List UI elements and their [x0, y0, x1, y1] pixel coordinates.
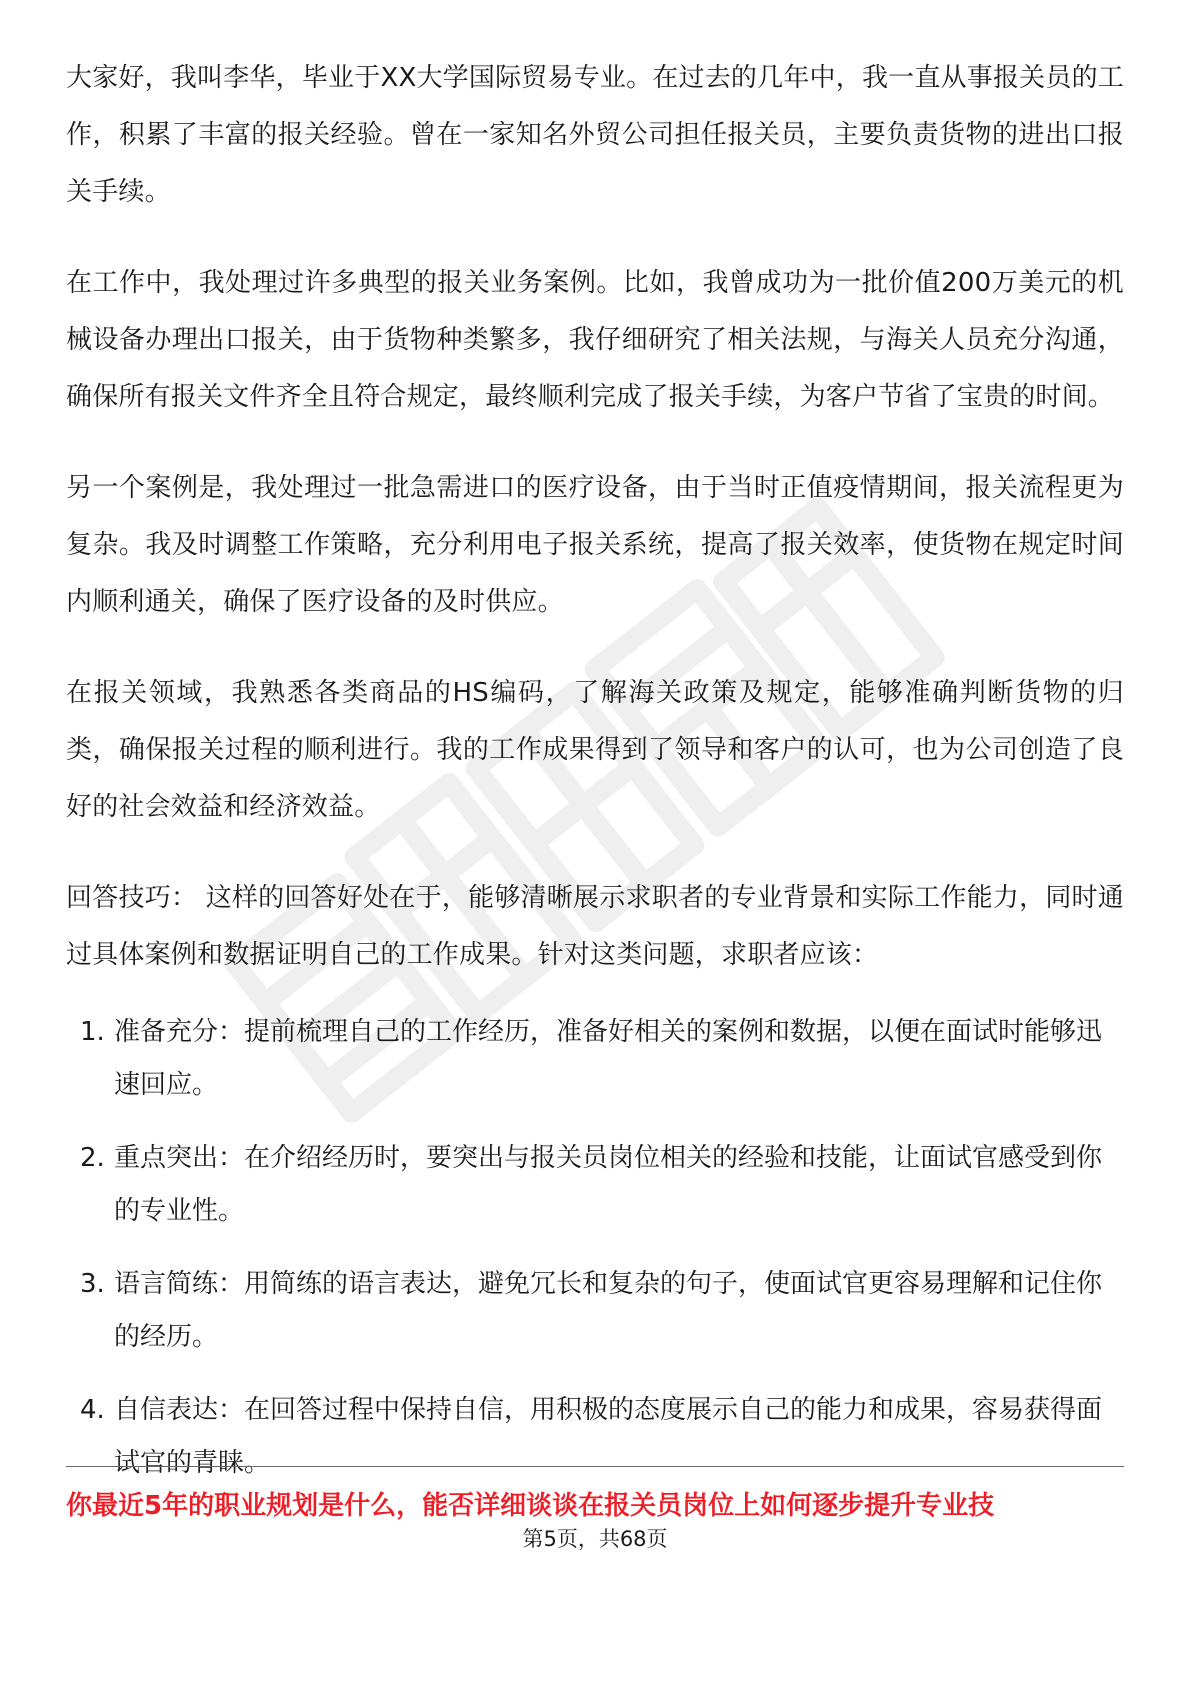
list-item	[66, 1258, 1124, 1364]
list-item	[66, 1132, 1124, 1238]
page-number: 第5页，共68页	[522, 1527, 668, 1551]
list-item-text: 语言简练：用简练的语言表达，避免冗长和复杂的句子，使面试官更容易理解和记住你的经历。	[114, 1269, 1103, 1352]
list-item-number: 3.	[80, 1269, 105, 1299]
list-item	[66, 1006, 1124, 1112]
tips-list	[66, 1006, 1124, 1490]
paragraph-expertise: 在报关领域，我熟悉各类商品的HS编码，了解海关政策及规定，能够准确判断货物的归类，确保报关过程的顺利进行。我的工作成果得到了领导和客户的认可，也为公司创造了良好的社会效益和经济效益。	[66, 678, 1124, 822]
list-item-text: 重点突出：在介绍经历时，要突出与报关员岗位相关的经验和技能，让面试官感受到你的专业性。	[114, 1143, 1103, 1226]
list-item-text: 自信表达：在回答过程中保持自信，用积极的态度展示自己的能力和成果，容易获得面试官的青睐。	[114, 1395, 1103, 1478]
document-body	[66, 50, 1124, 1510]
list-item-number: 4.	[80, 1395, 105, 1425]
paragraph-intro: 大家好，我叫李华，毕业于XX大学国际贸易专业。在过去的几年中，我一直从事报关员的工作，积累了丰富的报关经验。曾在一家知名外贸公司担任报关员，主要负责货物的进出口报关手续。	[66, 63, 1124, 207]
list-item	[66, 1384, 1124, 1490]
paragraph-case-import: 另一个案例是，我处理过一批急需进口的医疗设备，由于当时正值疫情期间，报关流程更为复杂。我及时调整工作策略，充分利用电子报关系统，提高了报关效率，使货物在规定时间内顺利通关，确保了医疗设备的及时供应。	[66, 473, 1124, 617]
list-item-number: 2.	[80, 1143, 105, 1173]
paragraph-tips-intro: 回答技巧： 这样的回答好处在于，能够清晰展示求职者的专业背景和实际工作能力，同时通过具体案例和数据证明自己的工作成果。针对这类问题，求职者应该：	[66, 883, 1124, 970]
paragraph-case-export: 在工作中，我处理过许多典型的报关业务案例。比如，我曾成功为一批价值200万美元的机械设备办理出口报关，由于货物种类繁多，我仔细研究了相关法规，与海关人员充分沟通，确保所有报关文件齐全且符合规定，最终顺利完成了报关手续，为客户节省了宝贵的时间。	[66, 268, 1124, 412]
list-item-number: 1.	[80, 1017, 105, 1047]
next-question-heading: 你最近5年的职业规划是什么，能否详细谈谈在报关员岗位上如何逐步提升专业技	[66, 1491, 995, 1521]
section-divider	[66, 1466, 1124, 1467]
list-item-text: 准备充分：提前梳理自己的工作经历，准备好相关的案例和数据，以便在面试时能够迅速回应。	[114, 1017, 1103, 1100]
